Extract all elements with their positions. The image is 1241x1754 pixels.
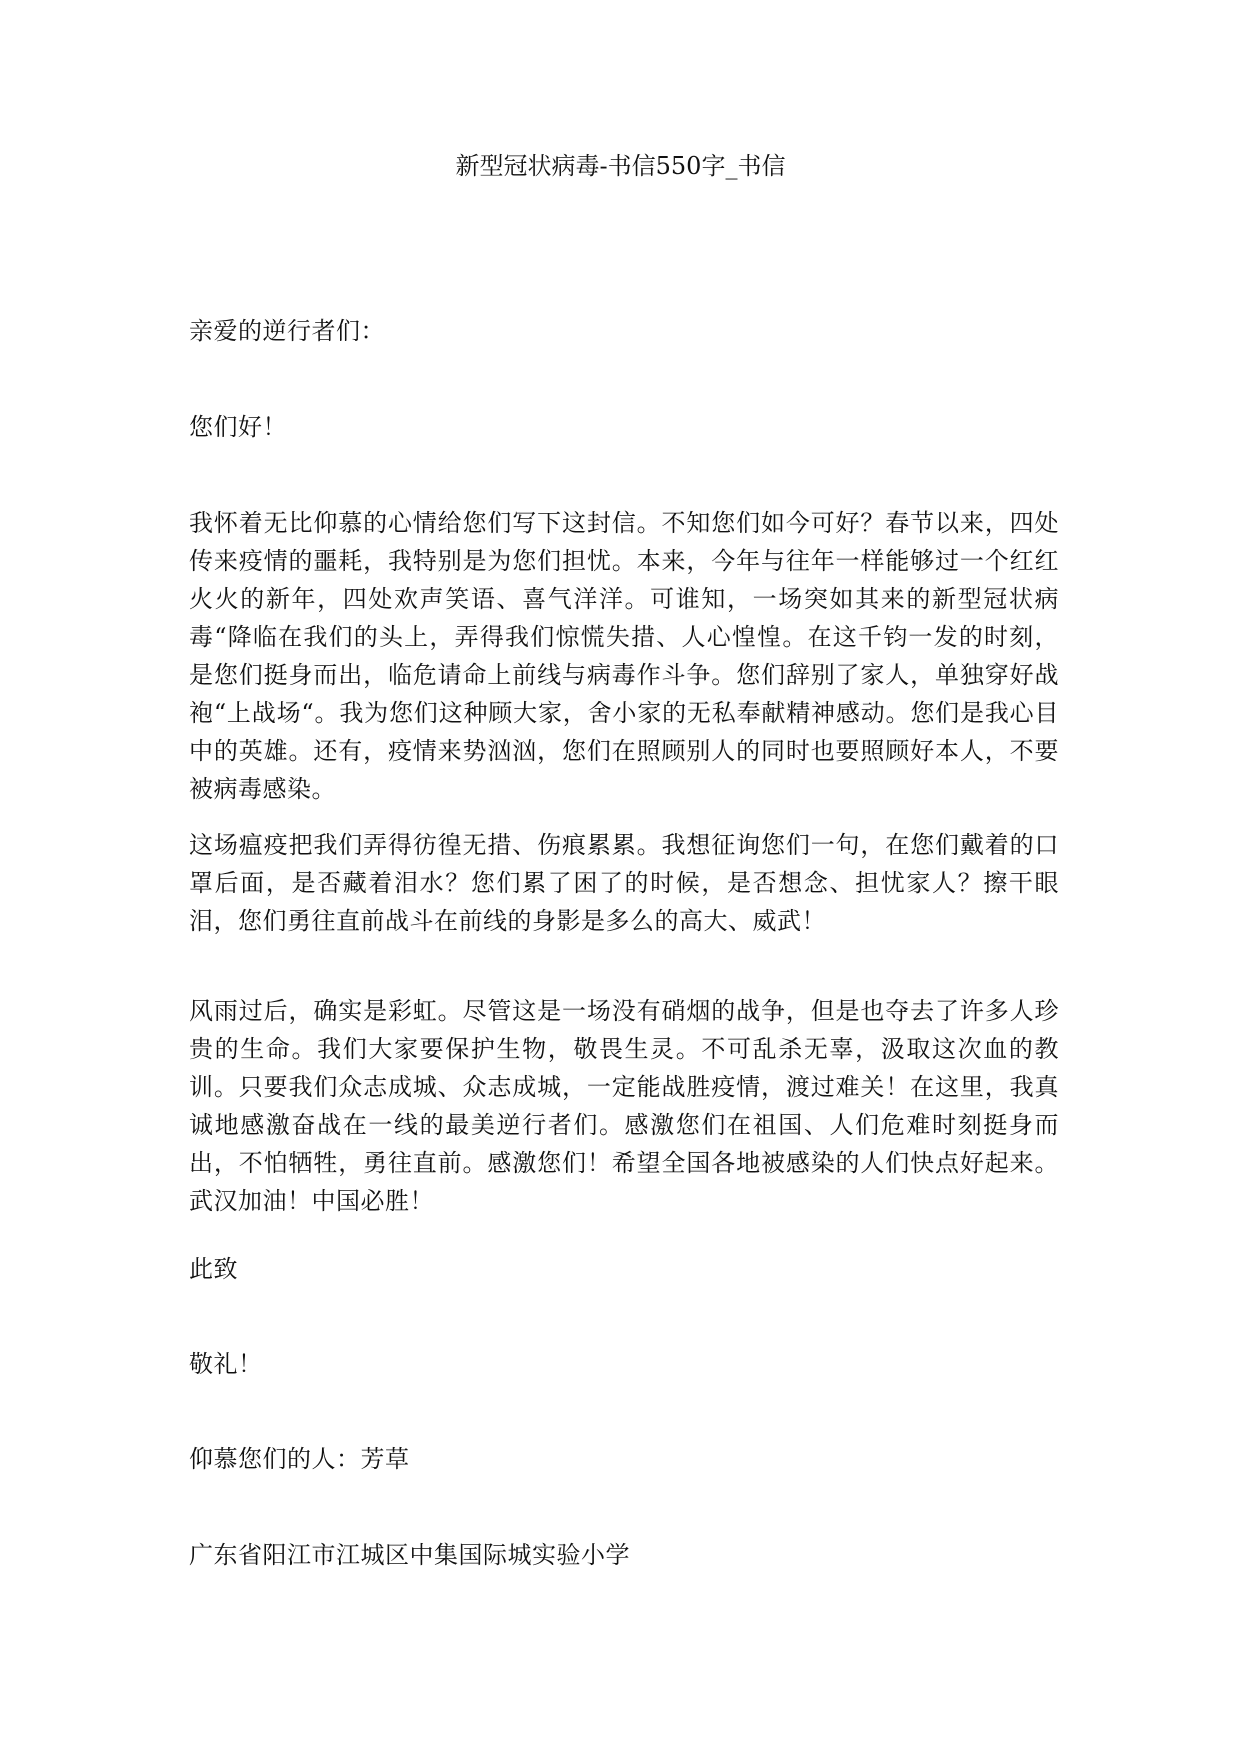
closing-2: [189, 1345, 1059, 1383]
signature: [189, 1440, 1059, 1478]
document-title: 新型冠状病毒-书信550字_书信: [455, 152, 786, 180]
school-name: [189, 1536, 1059, 1574]
paragraph-2-text: 这场瘟疫把我们弄得彷徨无措、伤痕累累。我想征询您们一句，在您们戴着的口罩后面，是否藏着泪水？您们累了困了的时候，是否想念、担忧家人？擦干眼泪，您们勇往直前战斗在前线的身影是多么的高大、威武！: [189, 831, 1059, 935]
closing-2-text: 敬礼！: [189, 1350, 263, 1378]
paragraph-2: [189, 826, 1059, 940]
paragraph-3: [189, 992, 1059, 1220]
school-name-text: 广东省阳江市江城区中集国际城实验小学: [189, 1541, 630, 1569]
paragraph-3-text: 风雨过后，确实是彩虹。尽管这是一场没有硝烟的战争，但是也夺去了许多人珍贵的生命。我们大家要保护生物，敬畏生灵。不可乱杀无辜，汲取这次血的教训。只要我们众志成城、众志成城，一定能战胜疫情，渡过难关！在这里，我真诚地感激奋战在一线的最美逆行者们。感激您们在祖国、人们危难时刻挺身而出，不怕牺牲，勇往直前。感激您们！希望全国各地被感染的人们快点好起来。武汉加油！中国必胜！: [189, 997, 1059, 1215]
closing-1: [189, 1250, 1059, 1288]
paragraph-1-text: 我怀着无比仰慕的心情给您们写下这封信。不知您们如今可好？春节以来，四处传来疫情的噩耗，我特别是为您们担忧。本来，今年与往年一样能够过一个红红火火的新年，四处欢声笑语、喜气洋洋。可谁知，一场突如其来的新型冠状病毒“降临在我们的头上，弄得我们惊慌失措、人心惶惶。在这千钧一发的时刻，是您们挺身而出，临危请命上前线与病毒作斗争。您们辞别了家人，单独穿好战袍“上战场“。我为您们这种顾大家，舍小家的无私奉献精神感动。您们是我心目中的英雄。还有，疫情来势汹汹，您们在照顾别人的同时也要照顾好本人，不要被病毒感染。: [189, 509, 1059, 803]
signature-text: 仰慕您们的人：芳草: [189, 1445, 410, 1473]
greeting: [189, 408, 1059, 446]
greeting-text: 您们好！: [189, 413, 287, 441]
closing-1-text: 此致: [189, 1255, 238, 1283]
salutation-text: 亲爱的逆行者们：: [189, 317, 385, 345]
salutation: [189, 312, 1059, 350]
paragraph-1: [189, 504, 1059, 808]
